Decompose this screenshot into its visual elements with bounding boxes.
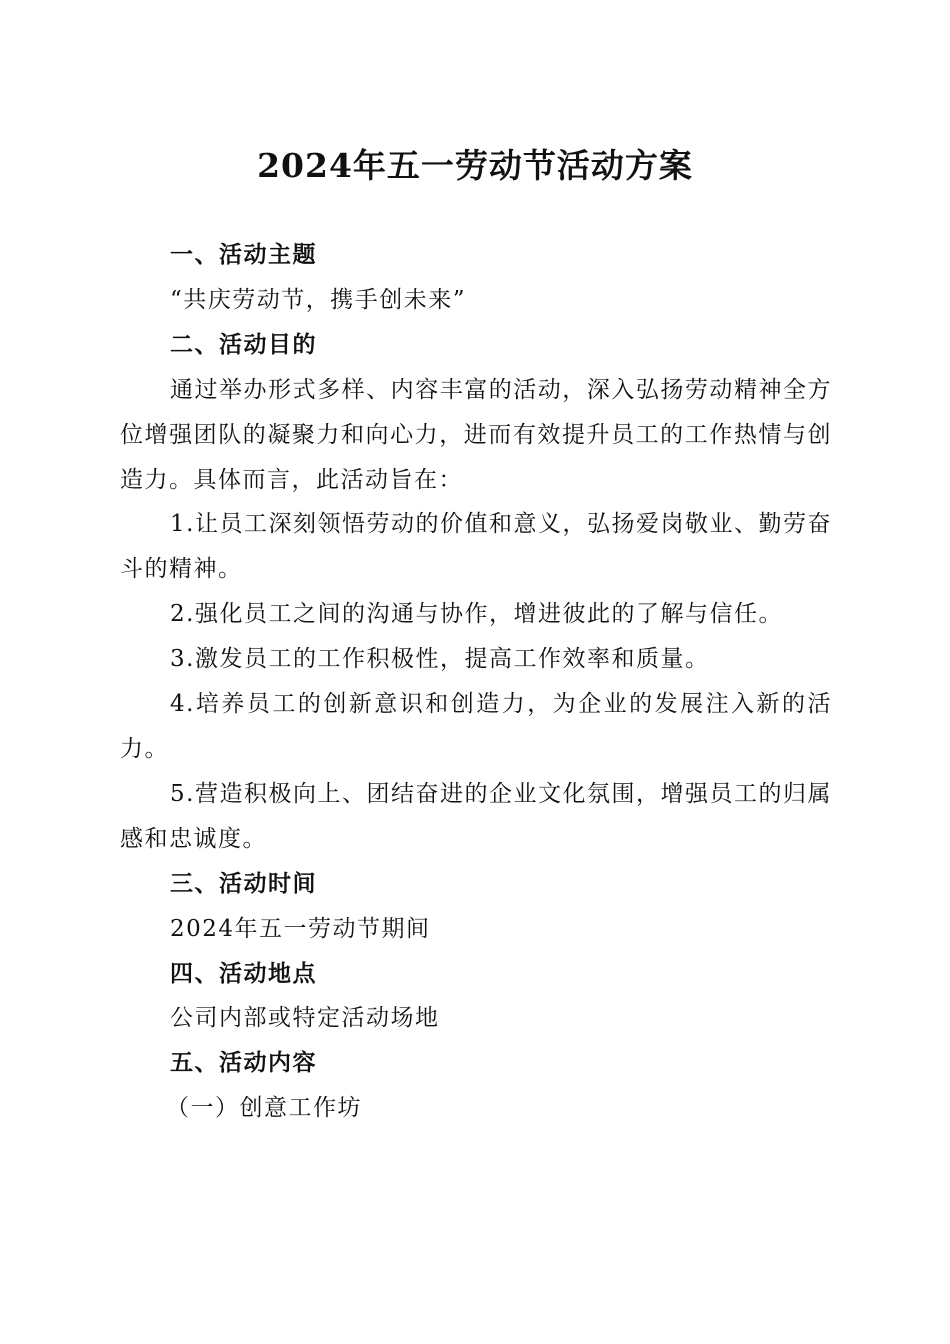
section-heading-place: 四、活动地点 <box>170 960 317 987</box>
document-body <box>120 233 832 1131</box>
section-heading-purpose: 二、活动目的 <box>170 331 317 358</box>
time-text: 2024年五一劳动节期间 <box>170 915 431 942</box>
purpose-item: 4.培养员工的创新意识和创造力，为企业的发展注入新的活力。 <box>120 691 832 762</box>
section-heading-theme: 一、活动主题 <box>170 242 317 268</box>
purpose-item: 2.强化员工之间的沟通与协作，增进彼此的了解与信任。 <box>170 601 783 628</box>
purpose-item: 1.让员工深刻领悟劳动的价值和意义，弘扬爱岗敬业、勤劳奋斗的精神。 <box>120 511 832 583</box>
section-heading-time: 三、活动时间 <box>170 870 317 897</box>
purpose-item: 5.营造积极向上、团结奋进的企业文化氛围，增强员工的归属感和忠诚度。 <box>120 780 832 852</box>
section-heading-content: 五、活动内容 <box>170 1050 317 1077</box>
purpose-item: 3.激发员工的工作积极性，提高工作效率和质量。 <box>170 646 710 673</box>
theme-text: “共庆劳动节，携手创未来” <box>170 286 467 313</box>
place-text: 公司内部或特定活动场地 <box>170 1005 440 1032</box>
purpose-intro: 通过举办形式多样、内容丰富的活动，深入弘扬劳动精神全方位增强团队的凝聚力和向心力，进而有效提升员工的工作热情与创造力。具体而言，此活动旨在： <box>120 376 832 493</box>
document-title: 2024年五一劳动节活动方案 <box>257 146 693 185</box>
content-subheading: （一）创意工作坊 <box>166 1095 362 1122</box>
